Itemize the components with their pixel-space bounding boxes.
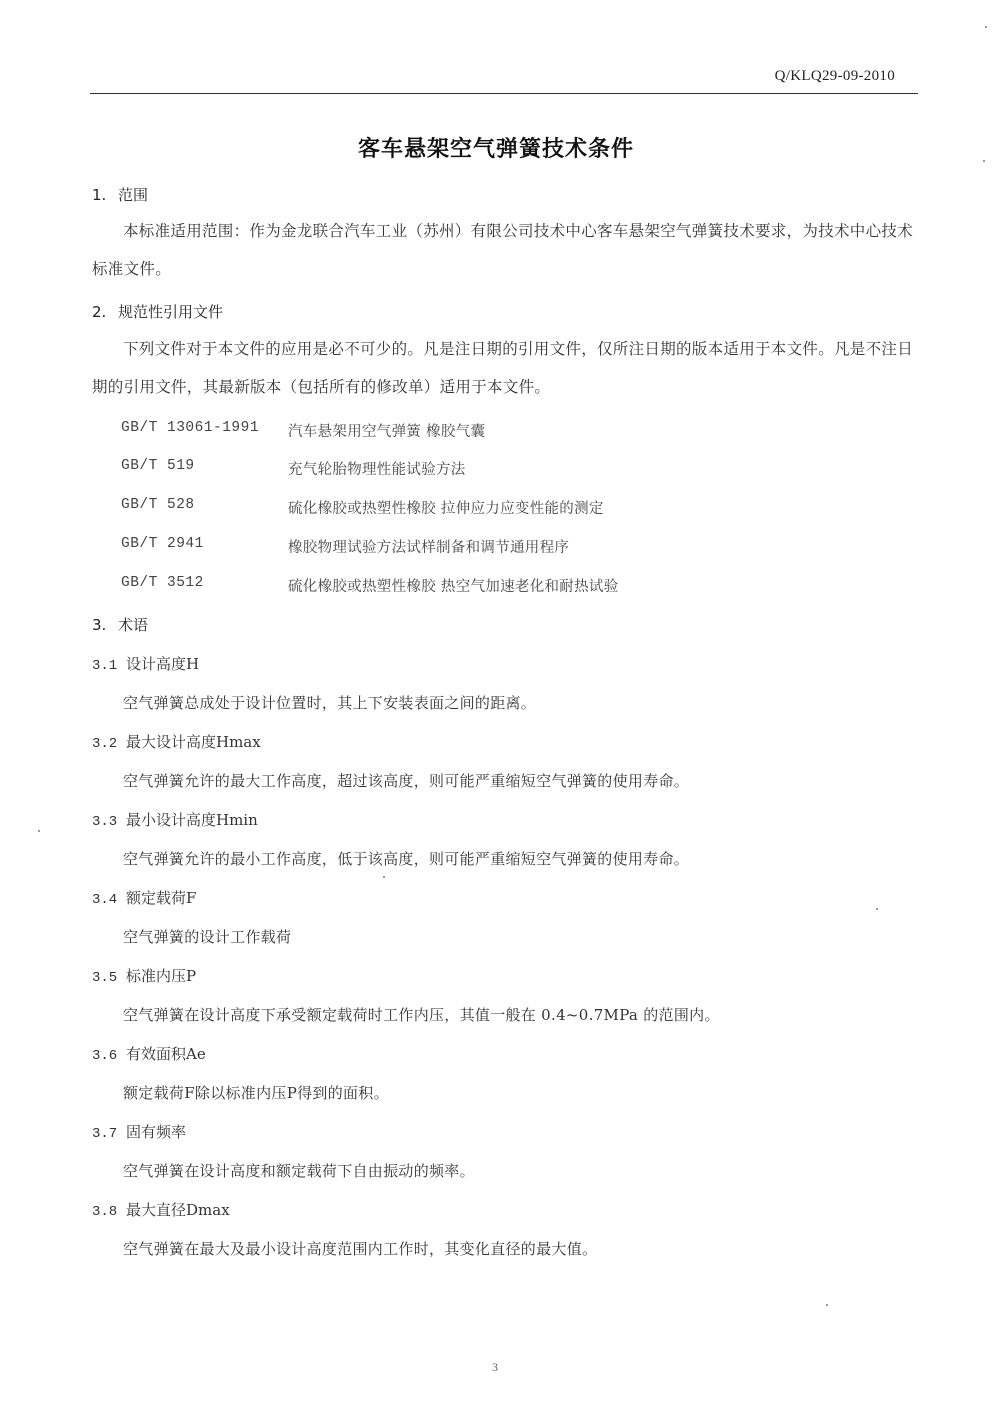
scan-speck	[826, 1304, 828, 1306]
document-code: Q/KLQ29-09-2010	[774, 68, 895, 84]
term-heading	[92, 965, 196, 986]
refs-paragraph: 下列文件对于本文件的应用是必不可少的。凡是注日期的引用文件，仅所注日期的版本适用于本文件。凡是不注日期的引用文件，其最新版本（包括所有的修改单）适用于本文件。	[92, 340, 914, 396]
reference-code: GB/T 13061-1991	[121, 420, 260, 436]
section-number: 1.	[92, 186, 107, 204]
term-definition: 空气弹簧的设计工作载荷	[123, 928, 292, 946]
scan-speck	[876, 908, 878, 910]
term-heading	[92, 809, 258, 830]
term-name: 最小设计高度Hmin	[126, 811, 258, 829]
term-definition: 空气弹簧在设计高度和额定载荷下自由振动的频率。	[123, 1162, 475, 1180]
scan-speck	[983, 160, 985, 162]
term-definition: 空气弹簧允许的最小工作高度，低于该高度，则可能严重缩短空气弹簧的使用寿命。	[123, 850, 690, 868]
term-number: 3.8	[92, 1204, 118, 1220]
term-name: 额定载荷F	[126, 889, 197, 907]
term-definition: 空气弹簧允许的最大工作高度，超过该高度，则可能严重缩短空气弹簧的使用寿命。	[123, 772, 690, 790]
term-number: 3.7	[92, 1126, 118, 1142]
section-terms-heading	[92, 614, 148, 635]
section-number: 3.	[92, 616, 107, 634]
term-heading	[92, 653, 199, 674]
reference-code: GB/T 2941	[121, 536, 204, 552]
scan-speck	[383, 876, 385, 878]
term-definition: 空气弹簧在设计高度下承受额定载荷时工作内压，其值一般在 0.4~0.7MPa 的范围内。	[123, 1006, 720, 1024]
section-heading-text: 规范性引用文件	[118, 303, 224, 321]
section-scope-heading	[92, 184, 148, 205]
term-heading	[92, 887, 196, 908]
section-refs-heading	[92, 301, 223, 322]
document-title: 客车悬架空气弹簧技术条件	[357, 137, 634, 162]
term-heading	[92, 1199, 230, 1220]
term-heading	[92, 1043, 206, 1064]
section-heading-text: 术语	[118, 616, 149, 634]
term-number: 3.5	[92, 970, 118, 986]
term-number: 3.1	[92, 658, 118, 674]
reference-title: 橡胶物理试验方法试样制备和调节通用程序	[288, 540, 570, 556]
reference-code: GB/T 3512	[121, 575, 204, 591]
term-name: 标准内压P	[126, 967, 197, 985]
reference-title: 充气轮胎物理性能试验方法	[288, 462, 466, 478]
reference-title: 汽车悬架用空气弹簧 橡胶气囊	[288, 424, 486, 440]
term-name: 有效面积Ae	[126, 1045, 206, 1063]
term-name: 最大设计高度Hmax	[126, 733, 261, 751]
section-number: 2.	[92, 303, 107, 321]
section-heading-text: 范围	[118, 186, 149, 204]
scan-speck	[985, 26, 987, 28]
reference-title: 硫化橡胶或热塑性橡胶 热空气加速老化和耐热试验	[288, 579, 619, 595]
term-name: 设计高度H	[126, 655, 200, 673]
term-number: 3.4	[92, 892, 118, 908]
term-number: 3.2	[92, 736, 118, 752]
term-name: 最大直径Dmax	[126, 1201, 230, 1219]
reference-code: GB/T 519	[121, 458, 195, 474]
term-definition: 空气弹簧总成处于设计位置时，其上下安装表面之间的距离。	[123, 694, 537, 712]
reference-title: 硫化橡胶或热塑性橡胶 拉伸应力应变性能的测定	[288, 501, 604, 517]
term-definition: 额定载荷F除以标准内压P得到的面积。	[123, 1084, 389, 1102]
page-number: 3	[492, 1360, 498, 1374]
scan-speck	[38, 830, 40, 832]
term-heading	[92, 1121, 186, 1142]
term-heading	[92, 731, 261, 752]
term-number: 3.3	[92, 814, 118, 830]
scope-paragraph: 本标准适用范围：作为金龙联合汽车工业（苏州）有限公司技术中心客车悬架空气弹簧技术要求，为技术中心技术标准文件。	[92, 222, 914, 278]
term-number: 3.6	[92, 1048, 118, 1064]
term-name: 固有频率	[126, 1123, 187, 1141]
header-rule	[90, 93, 918, 94]
reference-code: GB/T 528	[121, 497, 195, 513]
term-definition: 空气弹簧在最大及最小设计高度范围内工作时，其变化直径的最大值。	[123, 1240, 598, 1258]
